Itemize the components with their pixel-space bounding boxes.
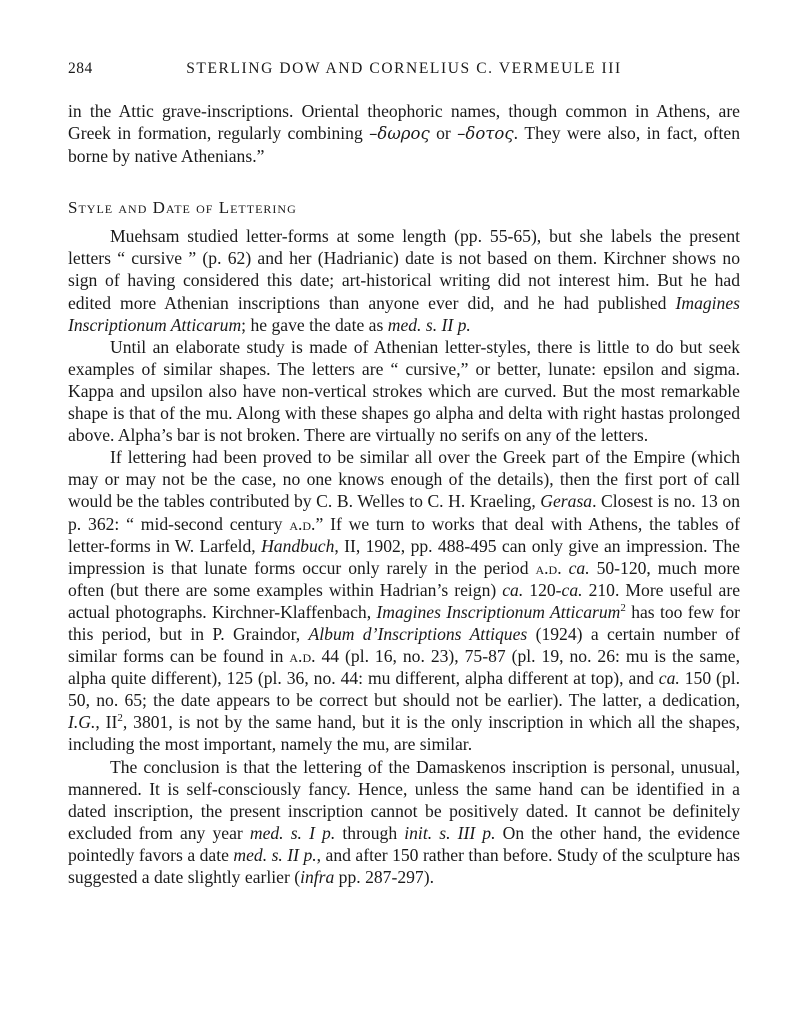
section-heading: Style and Date of Lettering (68, 198, 297, 218)
paragraph-letter-styles: Until an elaborate study is made of Athenian letter-styles, there is little to do but seek examples of similar shapes. The letters are “ cursive,” or better, lunate: epsilon and sigma. Kappa and upsilon also have non-vertical strokes which are curved. But the most remarkable shape is that of the mu. Along with these shapes go alpha and delta with right hastas prolonged above. Alpha’s bar is not broken. There are virtually no serifs on any of the letters. (68, 336, 740, 446)
page-header (68, 60, 740, 88)
paragraph-conclusion: The conclusion is that the lettering of the Damaskenos inscription is personal, unusual, mannered. It is self-consciously fancy. Hence, unless the same hand can be identified in a dated inscription, the present inscription cannot be positively dated. It cannot be definitely excluded from any year med. s. I p. through init. s. III p. On the other hand, the evidence pointedly favors a date med. s. II p., and after 150 rather than before. Study of the sculpture has suggested a date slightly earlier (infra pp. 287-297). (68, 756, 740, 887)
paragraph-lettering-comparison: If lettering had been proved to be similar all over the Greek part of the Empire (which may or may not be the case, no one knows enough of the details), then the first port of call would be the tables contributed by C. B. Welles to C. H. Kraeling, Gerasa. Closest is no. 13 on p. 362: “ mid-second century a.d.” If we turn to works that deal with Athens, the tables of letter-forms in W. Larfeld, Handbuch, II, 1902, pp. 488-495 can only give an impression. The impression is that lunate forms occur only rarely in the period a.d. ca. 50-120, much more often (but there are some examples within Hadrian’s reign) ca. 120-ca. 210. More useful are actual photographs. Kirchner-Klaffenbach, Imagines Inscriptionum Atticarum$^2$ has too few for this period, but in P. Graindor, Album d’Inscriptions Attiques (1924) a certain number of similar forms can be found in a.d. 44 (pl. 16, no. 23), 75-87 (pl. 19, no. 26: mu is the same, alpha quite different), 125 (pl. 36, no. 44: mu different, alpha different at top), and ca. 150 (pl. 50, no. 65; the date appears to be correct but should not be earlier). The latter, a dedication, I.G., $II^2$, 3801, is not by the same hand, but it is the only inscription in which all the shapes, including the most important, namely the mu, are similar. (68, 447, 741, 755)
paragraph-muehsam: Muehsam studied letter-forms at some length (pp. 55-65), but she labels the present letters “ cursive ” (p. 62) and her (Hadrianic) date is not based on them. Kirchner shows no sign of having considered this date; art-historical writing did not interest him. But he had edited more Athenian inscriptions than anyone ever did, and he had published Imagines Inscriptionum Atticarum; he gave the date as med. s. II p. (68, 226, 740, 335)
page-number: 284 (68, 60, 93, 77)
page (68, 60, 740, 888)
greek-suffix: –δωρος (369, 124, 430, 144)
paragraph-quote-end: in the Attic grave-inscriptions. Oriental theophoric names, though common in Athens, are Greek in formation, regularly combining –δωρος or –δοτος. They were also, in fact, often borne by native Athenians.” (68, 101, 740, 167)
greek-suffix: –δοτος (457, 124, 514, 144)
running-head: STERLING DOW AND CORNELIUS C. VERMEULE III (186, 60, 622, 77)
